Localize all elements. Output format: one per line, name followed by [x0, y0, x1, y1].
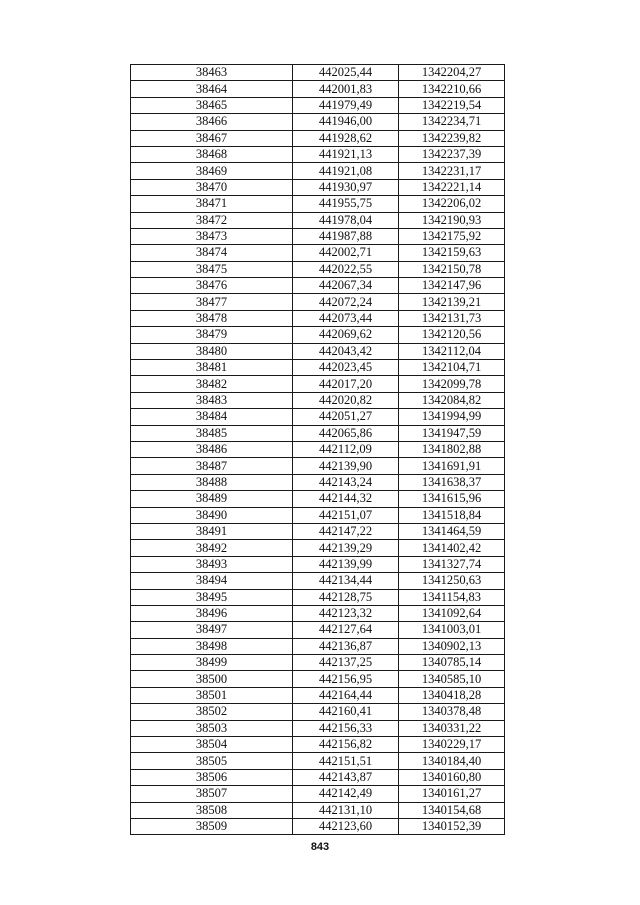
point-number-cell: 38480: [131, 343, 293, 359]
point-number-cell: 38487: [131, 458, 293, 474]
x-coordinate-cell: 442123,60: [293, 818, 399, 834]
y-coordinate-cell: 1342084,82: [399, 392, 505, 408]
table-row: [131, 540, 505, 556]
point-number-cell: 38476: [131, 278, 293, 294]
y-coordinate-cell: 1342150,78: [399, 261, 505, 277]
x-coordinate-cell: 442144,32: [293, 491, 399, 507]
point-number-cell: 38481: [131, 360, 293, 376]
y-coordinate-cell: 1340160,80: [399, 769, 505, 785]
y-coordinate-cell: 1340152,39: [399, 818, 505, 834]
y-coordinate-cell: 1340418,28: [399, 687, 505, 703]
point-number-cell: 38499: [131, 655, 293, 671]
table-row: [131, 163, 505, 179]
y-coordinate-cell: 1342175,92: [399, 228, 505, 244]
table-row: [131, 605, 505, 621]
table-row: [131, 573, 505, 589]
x-coordinate-cell: 441946,00: [293, 114, 399, 130]
table-row: [131, 491, 505, 507]
table-row: [131, 360, 505, 376]
y-coordinate-cell: 1341154,83: [399, 589, 505, 605]
y-coordinate-cell: 1342219,54: [399, 97, 505, 113]
x-coordinate-cell: 442051,27: [293, 409, 399, 425]
y-coordinate-cell: 1341464,59: [399, 523, 505, 539]
y-coordinate-cell: 1341638,37: [399, 474, 505, 490]
y-coordinate-cell: 1341092,64: [399, 605, 505, 621]
point-number-cell: 38504: [131, 737, 293, 753]
table-row: [131, 130, 505, 146]
y-coordinate-cell: 1340902,13: [399, 638, 505, 654]
y-coordinate-cell: 1342147,96: [399, 278, 505, 294]
x-coordinate-cell: 442137,25: [293, 655, 399, 671]
point-number-cell: 38464: [131, 81, 293, 97]
point-number-cell: 38497: [131, 622, 293, 638]
x-coordinate-cell: 442123,32: [293, 605, 399, 621]
x-coordinate-cell: 442156,95: [293, 671, 399, 687]
point-number-cell: 38471: [131, 196, 293, 212]
x-coordinate-cell: 442131,10: [293, 802, 399, 818]
point-number-cell: 38490: [131, 507, 293, 523]
point-number-cell: 38488: [131, 474, 293, 490]
table-row: [131, 146, 505, 162]
point-number-cell: 38467: [131, 130, 293, 146]
table-row: [131, 523, 505, 539]
table-row: [131, 737, 505, 753]
y-coordinate-cell: 1342237,39: [399, 146, 505, 162]
y-coordinate-cell: 1342210,66: [399, 81, 505, 97]
x-coordinate-cell: 442067,34: [293, 278, 399, 294]
table-row: [131, 720, 505, 736]
point-number-cell: 38479: [131, 327, 293, 343]
x-coordinate-cell: 441987,88: [293, 228, 399, 244]
x-coordinate-cell: 442128,75: [293, 589, 399, 605]
table-row: [131, 81, 505, 97]
point-number-cell: 38491: [131, 523, 293, 539]
x-coordinate-cell: 442143,87: [293, 769, 399, 785]
point-number-cell: 38472: [131, 212, 293, 228]
point-number-cell: 38509: [131, 818, 293, 834]
y-coordinate-cell: 1340161,27: [399, 786, 505, 802]
x-coordinate-cell: 442025,44: [293, 65, 399, 81]
x-coordinate-cell: 442073,44: [293, 310, 399, 326]
point-number-cell: 38489: [131, 491, 293, 507]
point-number-cell: 38483: [131, 392, 293, 408]
point-number-cell: 38478: [131, 310, 293, 326]
table-row: [131, 655, 505, 671]
x-coordinate-cell: 441930,97: [293, 179, 399, 195]
x-coordinate-cell: 442142,49: [293, 786, 399, 802]
y-coordinate-cell: 1341615,96: [399, 491, 505, 507]
point-number-cell: 38503: [131, 720, 293, 736]
table-row: [131, 343, 505, 359]
point-number-cell: 38495: [131, 589, 293, 605]
table-row: [131, 556, 505, 572]
x-coordinate-cell: 442023,45: [293, 360, 399, 376]
table-row: [131, 196, 505, 212]
point-number-cell: 38507: [131, 786, 293, 802]
point-number-cell: 38475: [131, 261, 293, 277]
table-row: [131, 376, 505, 392]
point-number-cell: 38466: [131, 114, 293, 130]
y-coordinate-cell: 1342099,78: [399, 376, 505, 392]
x-coordinate-cell: 442143,24: [293, 474, 399, 490]
y-coordinate-cell: 1342120,56: [399, 327, 505, 343]
y-coordinate-cell: 1340229,17: [399, 737, 505, 753]
point-number-cell: 38501: [131, 687, 293, 703]
y-coordinate-cell: 1342239,82: [399, 130, 505, 146]
y-coordinate-cell: 1342221,14: [399, 179, 505, 195]
table-row: [131, 818, 505, 834]
table-row: [131, 671, 505, 687]
point-number-cell: 38505: [131, 753, 293, 769]
x-coordinate-cell: 442139,90: [293, 458, 399, 474]
point-number-cell: 38500: [131, 671, 293, 687]
table-row: [131, 179, 505, 195]
y-coordinate-cell: 1341691,91: [399, 458, 505, 474]
point-number-cell: 38493: [131, 556, 293, 572]
table-row: [131, 474, 505, 490]
table-row: [131, 638, 505, 654]
x-coordinate-cell: 442043,42: [293, 343, 399, 359]
y-coordinate-cell: 1340184,40: [399, 753, 505, 769]
y-coordinate-cell: 1341003,01: [399, 622, 505, 638]
point-number-cell: 38485: [131, 425, 293, 441]
y-coordinate-cell: 1340154,68: [399, 802, 505, 818]
coordinates-table-body: [131, 65, 505, 835]
x-coordinate-cell: 442139,99: [293, 556, 399, 572]
x-coordinate-cell: 442020,82: [293, 392, 399, 408]
table-row: [131, 687, 505, 703]
y-coordinate-cell: 1342139,21: [399, 294, 505, 310]
point-number-cell: 38463: [131, 65, 293, 81]
y-coordinate-cell: 1340331,22: [399, 720, 505, 736]
y-coordinate-cell: 1341994,99: [399, 409, 505, 425]
x-coordinate-cell: 442069,62: [293, 327, 399, 343]
y-coordinate-cell: 1342104,71: [399, 360, 505, 376]
x-coordinate-cell: 442151,07: [293, 507, 399, 523]
point-number-cell: 38470: [131, 179, 293, 195]
point-number-cell: 38484: [131, 409, 293, 425]
point-number-cell: 38482: [131, 376, 293, 392]
point-number-cell: 38508: [131, 802, 293, 818]
y-coordinate-cell: 1341518,84: [399, 507, 505, 523]
table-row: [131, 753, 505, 769]
y-coordinate-cell: 1340585,10: [399, 671, 505, 687]
table-row: [131, 425, 505, 441]
point-number-cell: 38502: [131, 704, 293, 720]
x-coordinate-cell: 442001,83: [293, 81, 399, 97]
x-coordinate-cell: 442139,29: [293, 540, 399, 556]
x-coordinate-cell: 442112,09: [293, 441, 399, 457]
coordinates-table: [130, 64, 505, 835]
x-coordinate-cell: 442022,55: [293, 261, 399, 277]
table-row: [131, 228, 505, 244]
x-coordinate-cell: 441979,49: [293, 97, 399, 113]
x-coordinate-cell: 442134,44: [293, 573, 399, 589]
table-row: [131, 704, 505, 720]
point-number-cell: 38486: [131, 441, 293, 457]
table-row: [131, 802, 505, 818]
table-row: [131, 245, 505, 261]
x-coordinate-cell: 442127,64: [293, 622, 399, 638]
page-number: 843: [310, 841, 330, 853]
table-row: [131, 114, 505, 130]
y-coordinate-cell: 1342112,04: [399, 343, 505, 359]
x-coordinate-cell: 442156,82: [293, 737, 399, 753]
y-coordinate-cell: 1342131,73: [399, 310, 505, 326]
y-coordinate-cell: 1342190,93: [399, 212, 505, 228]
y-coordinate-cell: 1341402,42: [399, 540, 505, 556]
table-row: [131, 65, 505, 81]
x-coordinate-cell: 442151,51: [293, 753, 399, 769]
table-row: [131, 769, 505, 785]
x-coordinate-cell: 442017,20: [293, 376, 399, 392]
table-row: [131, 278, 505, 294]
y-coordinate-cell: 1342234,71: [399, 114, 505, 130]
table-row: [131, 97, 505, 113]
table-row: [131, 409, 505, 425]
y-coordinate-cell: 1340785,14: [399, 655, 505, 671]
x-coordinate-cell: 442136,87: [293, 638, 399, 654]
x-coordinate-cell: 441978,04: [293, 212, 399, 228]
point-number-cell: 38474: [131, 245, 293, 261]
table-row: [131, 458, 505, 474]
table-row: [131, 507, 505, 523]
x-coordinate-cell: 441921,08: [293, 163, 399, 179]
y-coordinate-cell: 1341802,88: [399, 441, 505, 457]
table-row: [131, 212, 505, 228]
x-coordinate-cell: 442002,71: [293, 245, 399, 261]
x-coordinate-cell: 442147,22: [293, 523, 399, 539]
point-number-cell: 38496: [131, 605, 293, 621]
table-row: [131, 441, 505, 457]
point-number-cell: 38494: [131, 573, 293, 589]
point-number-cell: 38473: [131, 228, 293, 244]
y-coordinate-cell: 1342206,02: [399, 196, 505, 212]
point-number-cell: 38506: [131, 769, 293, 785]
x-coordinate-cell: 441955,75: [293, 196, 399, 212]
y-coordinate-cell: 1342204,27: [399, 65, 505, 81]
table-row: [131, 294, 505, 310]
point-number-cell: 38498: [131, 638, 293, 654]
y-coordinate-cell: 1342231,17: [399, 163, 505, 179]
y-coordinate-cell: 1341947,59: [399, 425, 505, 441]
x-coordinate-cell: 442160,41: [293, 704, 399, 720]
point-number-cell: 38477: [131, 294, 293, 310]
point-number-cell: 38465: [131, 97, 293, 113]
y-coordinate-cell: 1341327,74: [399, 556, 505, 572]
table-row: [131, 310, 505, 326]
y-coordinate-cell: 1341250,63: [399, 573, 505, 589]
table-row: [131, 327, 505, 343]
x-coordinate-cell: 441921,13: [293, 146, 399, 162]
table-row: [131, 622, 505, 638]
x-coordinate-cell: 442156,33: [293, 720, 399, 736]
y-coordinate-cell: 1342159,63: [399, 245, 505, 261]
x-coordinate-cell: 441928,62: [293, 130, 399, 146]
y-coordinate-cell: 1340378,48: [399, 704, 505, 720]
point-number-cell: 38492: [131, 540, 293, 556]
table-row: [131, 392, 505, 408]
point-number-cell: 38468: [131, 146, 293, 162]
table-row: [131, 786, 505, 802]
table-row: [131, 589, 505, 605]
x-coordinate-cell: 442065,86: [293, 425, 399, 441]
point-number-cell: 38469: [131, 163, 293, 179]
x-coordinate-cell: 442164,44: [293, 687, 399, 703]
table-row: [131, 261, 505, 277]
x-coordinate-cell: 442072,24: [293, 294, 399, 310]
